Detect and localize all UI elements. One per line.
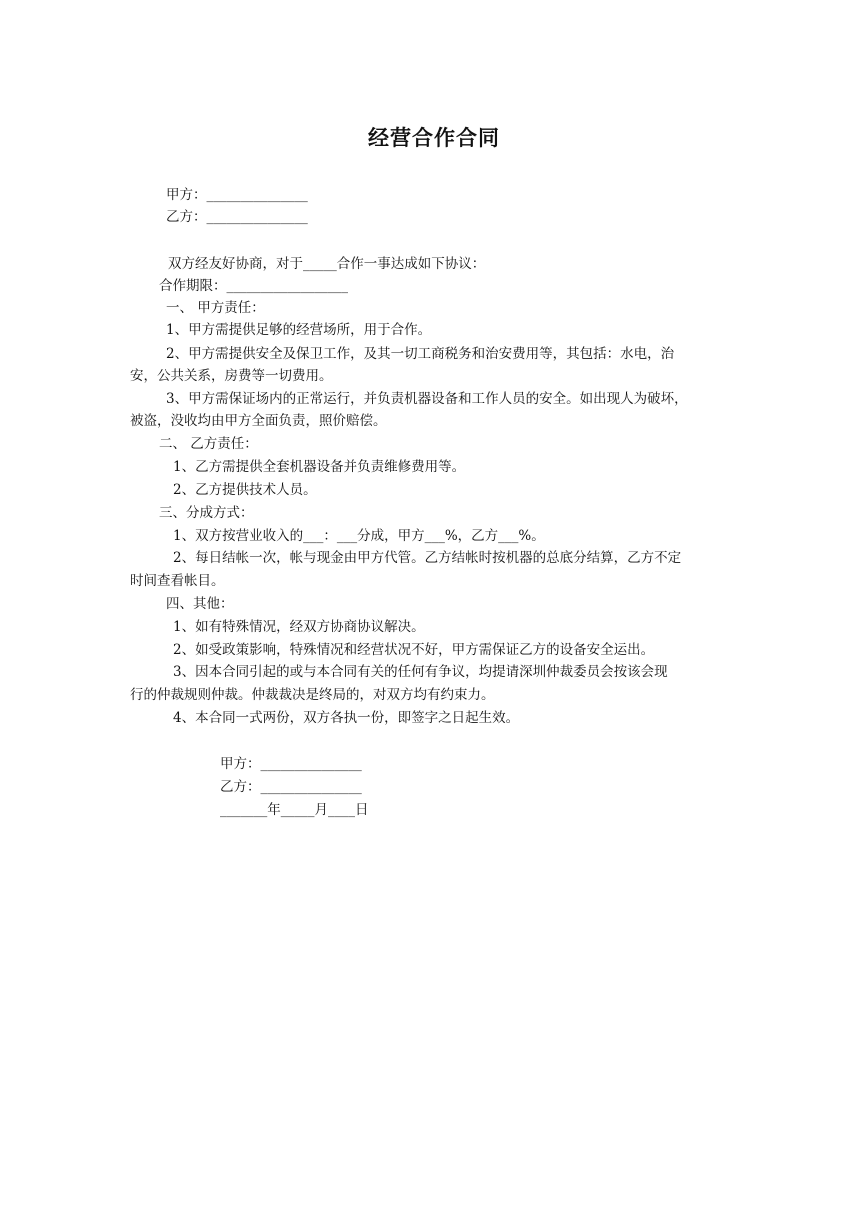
- section-1-item-1: 1、甲方需提供足够的经营场所，用于合作。: [166, 322, 432, 338]
- intro-paragraph: 双方经友好协商，对于_____合作一事达成如下协议：: [168, 256, 486, 272]
- section-4-item-4: 4、本合同一式两份，双方各执一份，即签字之日起生效。: [173, 710, 520, 726]
- section-1-item-2-line-2: 安，公共关系，房费等一切费用。: [130, 368, 333, 384]
- section-4-item-3-line-2: 行的仲裁规则仲裁。仲裁裁决是终局的，对双方均有约束力。: [130, 687, 495, 703]
- section-1-item-3-line-1: 3、甲方需保证场内的正常运行，并负责机器设备和工作人员的安全。如出现人为破坏，: [166, 391, 688, 407]
- party-a-line: 甲方：_______________: [166, 187, 308, 203]
- party-b-line: 乙方：_______________: [166, 209, 308, 225]
- section-1-item-2-line-1: 2、甲方需提供安全及保卫工作，及其一切工商税务和治安费用等，其包括：水电，治: [166, 346, 675, 362]
- signature-party-a: 甲方：_______________: [220, 756, 362, 772]
- section-3-item-2-line-1: 2、每日结帐一次，帐与现金由甲方代管。乙方结帐时按机器的总底分结算，乙方不定: [173, 550, 682, 566]
- term-line: 合作期限：__________________: [159, 278, 348, 294]
- section-3-item-1: 1、双方按营业收入的___：___分成，甲方___%，乙方___%。: [173, 528, 545, 544]
- section-2-item-1: 1、乙方需提供全套机器设备并负责维修费用等。: [173, 459, 466, 475]
- section-1-heading: 一、 甲方责任：: [166, 300, 265, 316]
- section-2-heading: 二、 乙方责任：: [159, 436, 258, 452]
- section-4-item-3-line-1: 3、因本合同引起的或与本合同有关的任何有争议，均提请深圳仲裁委员会按该会现: [173, 664, 668, 680]
- signature-date: _______年_____月____日: [220, 802, 369, 818]
- section-4-item-1: 1、如有特殊情况，经双方协商协议解决。: [173, 619, 425, 635]
- signature-party-b: 乙方：_______________: [220, 779, 362, 795]
- document-title: 经营合作合同: [368, 126, 500, 150]
- section-3-item-2-line-2: 时间查看帐目。: [130, 573, 225, 589]
- section-4-heading: 四、其他：: [166, 596, 234, 612]
- section-3-heading: 三、分成方式：: [159, 505, 254, 521]
- section-1-item-3-line-2: 被盗，没收均由甲方全面负责，照价赔偿。: [130, 413, 387, 429]
- section-4-item-2: 2、如受政策影响，特殊情况和经营状况不好，甲方需保证乙方的设备安全运出。: [173, 642, 655, 658]
- section-2-item-2: 2、乙方提供技术人员。: [173, 482, 317, 498]
